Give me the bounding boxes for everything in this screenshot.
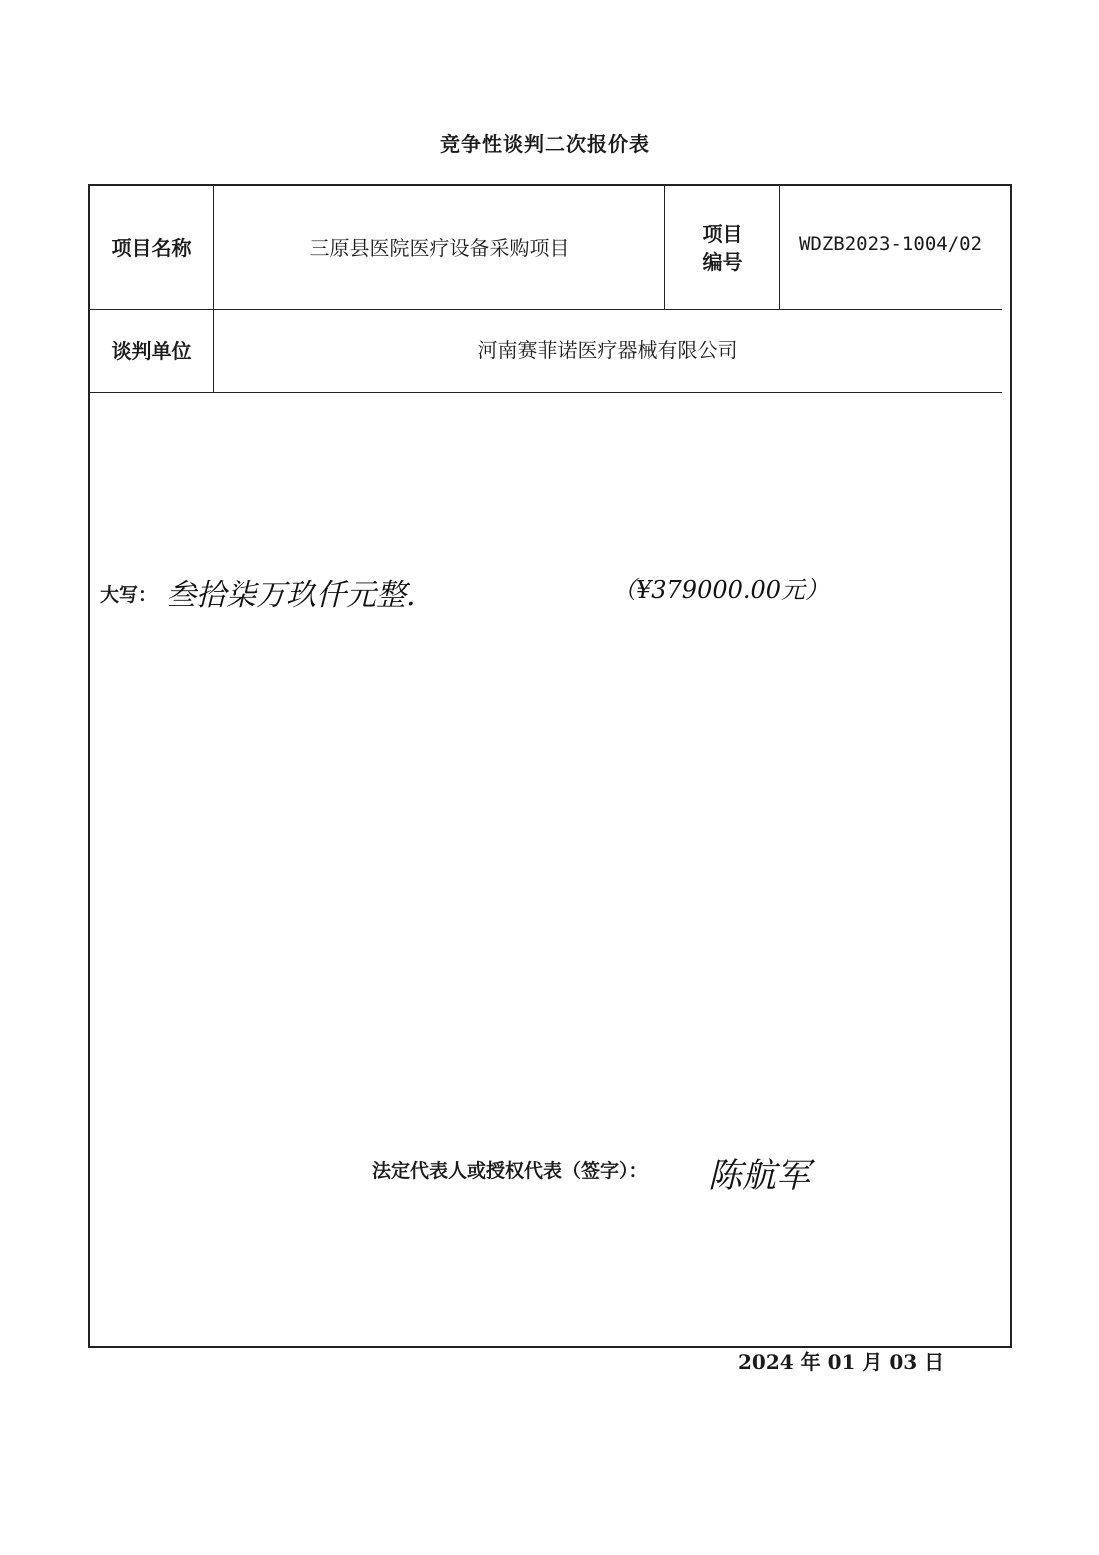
- project-no-label-line-2: 编号: [702, 249, 743, 274]
- signature-handwritten: 陈航军: [708, 1156, 810, 1196]
- signature-label: 法定代表人或授权代表（签字）：: [372, 1160, 648, 1182]
- col-divider-1: [213, 186, 214, 393]
- col-divider-2: [664, 186, 665, 310]
- col-divider-3: [779, 186, 780, 310]
- project-no-label-line-1: 项目: [702, 221, 743, 246]
- document-title: 竞争性谈判二次报价表: [440, 132, 650, 156]
- document-date: 2024 年 01 月 03 日: [738, 1350, 945, 1374]
- project-no-label: [666, 186, 779, 309]
- row-divider-2: [88, 392, 1002, 393]
- amount-words-handwritten: 叁拾柒万玖仟元整.: [166, 578, 416, 613]
- negotiator-label: 谈判单位: [111, 339, 192, 363]
- project-name-value: 三原县医院医疗设备采购项目: [309, 235, 570, 260]
- project-no-value: WDZB2023-1004/02: [798, 233, 983, 255]
- amount-figures-handwritten: （¥379000.00元）: [612, 576, 830, 604]
- negotiator-value: 河南赛菲诺医疗器械有限公司: [477, 338, 738, 362]
- amount-words-label: 大写：: [100, 584, 158, 606]
- project-name-label: 项目名称: [111, 235, 192, 260]
